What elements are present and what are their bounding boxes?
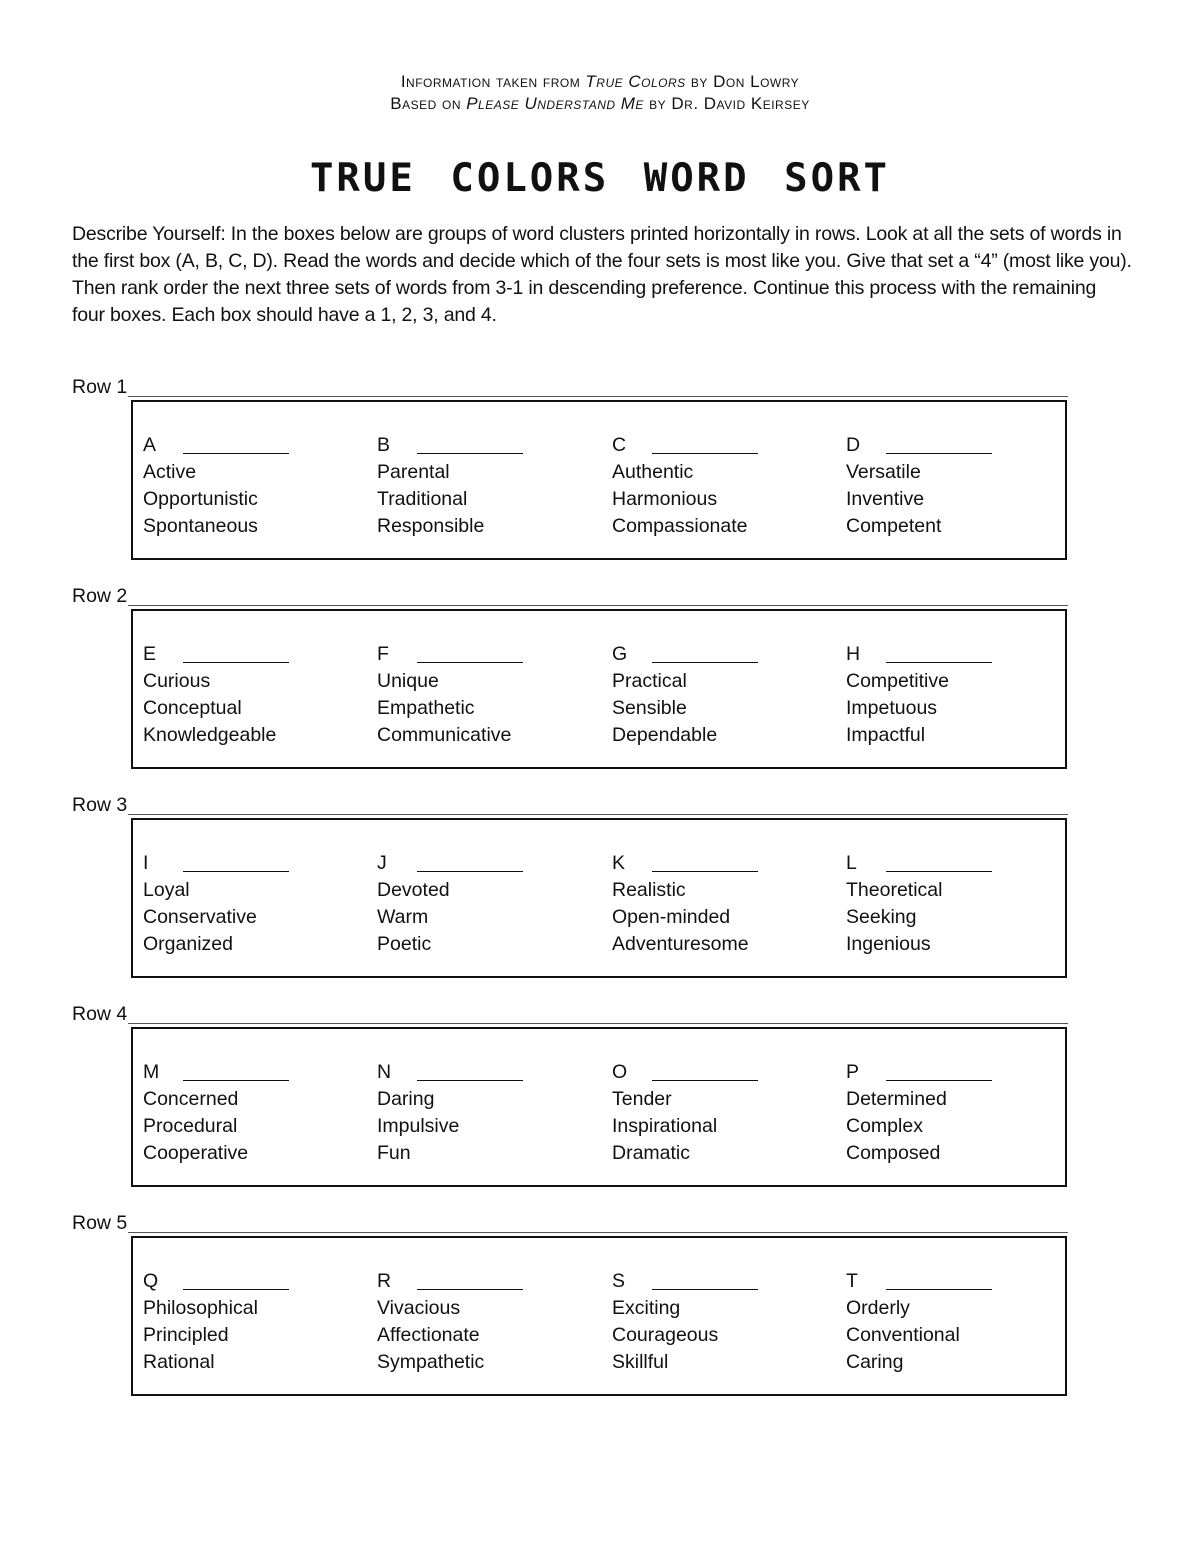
cluster-word: Poetic (377, 933, 432, 955)
cluster-word: Cooperative (143, 1142, 249, 1164)
word-cluster (612, 850, 832, 958)
cluster-header (612, 1059, 832, 1086)
word-cluster (846, 850, 1066, 958)
row-box (131, 1027, 1067, 1187)
cluster-word: Authentic (612, 461, 694, 483)
row-box (131, 609, 1067, 769)
cluster-word: Ingenious (846, 933, 931, 955)
word-cluster (846, 641, 1066, 749)
row-box (131, 818, 1067, 978)
cluster-word: Realistic (612, 879, 686, 901)
rank-blank-line[interactable] (886, 1080, 992, 1081)
word-cluster (377, 1059, 597, 1167)
cluster-word: Concerned (143, 1088, 239, 1110)
cluster-word: Devoted (377, 879, 450, 901)
cluster-word: Philosophical (143, 1297, 258, 1319)
cluster-word: Theoretical (846, 879, 943, 901)
cluster-word: Composed (846, 1142, 941, 1164)
cluster-word: Dramatic (612, 1142, 691, 1164)
rank-blank-line[interactable] (886, 662, 992, 663)
cluster-word: Active (143, 461, 197, 483)
cluster-word: Courageous (612, 1324, 719, 1346)
cluster-word: Vivacious (377, 1297, 461, 1319)
rank-blank-line[interactable] (417, 662, 523, 663)
cluster-header (143, 641, 363, 668)
word-cluster (377, 641, 597, 749)
attribution-line-2: Based on Please Understand Me by Dr. David Keirsey (390, 94, 810, 113)
cluster-word: Daring (377, 1088, 435, 1110)
cluster-word: Spontaneous (143, 515, 258, 537)
cluster-letter: J (377, 852, 387, 874)
cluster-header (846, 432, 1066, 459)
cluster-letter: M (143, 1061, 160, 1083)
cluster-word: Practical (612, 670, 687, 692)
cluster-header (143, 1268, 363, 1295)
row-separator-line (128, 1023, 1068, 1024)
rank-blank-line[interactable] (652, 1289, 758, 1290)
row-separator-line (128, 396, 1068, 397)
cluster-header (612, 432, 832, 459)
cluster-word: Conservative (143, 906, 257, 928)
row-box (131, 1236, 1067, 1396)
cluster-letter: A (143, 434, 157, 456)
cluster-word: Parental (377, 461, 450, 483)
cluster-letter: S (612, 1270, 626, 1292)
word-cluster (143, 432, 363, 540)
cluster-word: Seeking (846, 906, 917, 928)
word-cluster (143, 641, 363, 749)
attribution-line-1: Information taken from True Colors by Don Lowry (400, 72, 800, 91)
cluster-word: Empathetic (377, 697, 475, 719)
cluster-word: Impetuous (846, 697, 938, 719)
cluster-header (846, 850, 1066, 877)
cluster-word: Adventuresome (612, 933, 749, 955)
page-title: TRUE COLORS WORD SORT (309, 156, 891, 201)
word-cluster (846, 1268, 1066, 1376)
cluster-word: Competent (846, 515, 942, 537)
row-box (131, 400, 1067, 560)
cluster-letter: P (846, 1061, 860, 1083)
cluster-word: Skillful (612, 1351, 669, 1373)
cluster-header (143, 1059, 363, 1086)
word-cluster (612, 641, 832, 749)
cluster-word: Sensible (612, 697, 687, 719)
word-cluster (846, 432, 1066, 540)
cluster-word: Communicative (377, 724, 512, 746)
cluster-word: Unique (377, 670, 439, 692)
cluster-header (612, 1268, 832, 1295)
cluster-header (612, 641, 832, 668)
cluster-word: Impulsive (377, 1115, 460, 1137)
cluster-word: Rational (143, 1351, 215, 1373)
cluster-header (377, 432, 597, 459)
rank-blank-line[interactable] (183, 1289, 289, 1290)
cluster-word: Fun (377, 1142, 411, 1164)
cluster-letter: R (377, 1270, 392, 1292)
cluster-word: Versatile (846, 461, 921, 483)
cluster-header (846, 1268, 1066, 1295)
rank-blank-line[interactable] (886, 1289, 992, 1290)
rank-blank-line[interactable] (886, 453, 992, 454)
word-cluster (846, 1059, 1066, 1167)
row-label: Row 5 (72, 1212, 128, 1234)
word-cluster (143, 1268, 363, 1376)
rank-blank-line[interactable] (183, 871, 289, 872)
cluster-letter: H (846, 643, 861, 665)
cluster-letter: C (612, 434, 627, 456)
rank-blank-line[interactable] (652, 453, 758, 454)
cluster-word: Inspirational (612, 1115, 718, 1137)
cluster-word: Responsible (377, 515, 485, 537)
cluster-letter: N (377, 1061, 392, 1083)
cluster-header (377, 850, 597, 877)
cluster-word: Compassionate (612, 515, 748, 537)
cluster-letter: D (846, 434, 861, 456)
rank-blank-line[interactable] (886, 871, 992, 872)
cluster-header (377, 641, 597, 668)
cluster-word: Caring (846, 1351, 904, 1373)
cluster-word: Conventional (846, 1324, 960, 1346)
cluster-word: Complex (846, 1115, 923, 1137)
cluster-header (377, 1268, 597, 1295)
cluster-letter: O (612, 1061, 628, 1083)
word-cluster (377, 1268, 597, 1376)
cluster-letter: K (612, 852, 626, 874)
row-separator-line (128, 605, 1068, 606)
cluster-word: Impactful (846, 724, 926, 746)
cluster-letter: E (143, 643, 157, 665)
cluster-word: Conceptual (143, 697, 242, 719)
row-label: Row 1 (72, 376, 128, 398)
row-label: Row 4 (72, 1003, 128, 1025)
instructions-paragraph: Describe Yourself: In the boxes below are groups of word clusters printed horizontally in rows. Look at all the sets of words in the first box (A, B, C, D). Read the words and decide which of the four sets is most like you. Give that set a “4” (most like you). Then rank order the next three sets of words from 3-1 in descending preference. Continue this process with the remaining four boxes. Each box should have a 1, 2, 3, and 4. (72, 223, 1132, 326)
cluster-word: Traditional (377, 488, 468, 510)
rank-blank-line[interactable] (417, 871, 523, 872)
cluster-header (846, 641, 1066, 668)
cluster-word: Orderly (846, 1297, 910, 1319)
cluster-word: Organized (143, 933, 233, 955)
word-cluster (377, 850, 597, 958)
cluster-word: Competitive (846, 670, 949, 692)
rank-blank-line[interactable] (417, 453, 523, 454)
word-cluster (612, 1059, 832, 1167)
cluster-word: Sympathetic (377, 1351, 485, 1373)
cluster-word: Principled (143, 1324, 229, 1346)
word-cluster (612, 432, 832, 540)
word-cluster (612, 1268, 832, 1376)
row-label: Row 3 (72, 794, 128, 816)
cluster-word: Affectionate (377, 1324, 480, 1346)
rank-blank-line[interactable] (652, 1080, 758, 1081)
rank-blank-line[interactable] (417, 1080, 523, 1081)
cluster-letter: B (377, 434, 391, 456)
row-label: Row 2 (72, 585, 128, 607)
cluster-word: Exciting (612, 1297, 681, 1319)
rank-blank-line[interactable] (183, 662, 289, 663)
cluster-word: Harmonious (612, 488, 718, 510)
cluster-word: Dependable (612, 724, 718, 746)
row-separator-line (128, 1232, 1068, 1233)
rank-blank-line[interactable] (417, 1289, 523, 1290)
cluster-word: Warm (377, 906, 429, 928)
cluster-word: Open-minded (612, 906, 731, 928)
word-cluster (143, 1059, 363, 1167)
cluster-word: Curious (143, 670, 211, 692)
cluster-word: Procedural (143, 1115, 238, 1137)
rank-blank-line[interactable] (652, 662, 758, 663)
rank-blank-line[interactable] (183, 453, 289, 454)
word-cluster (143, 850, 363, 958)
cluster-letter: T (846, 1270, 858, 1292)
rank-blank-line[interactable] (183, 1080, 289, 1081)
rank-blank-line[interactable] (652, 871, 758, 872)
cluster-header (612, 850, 832, 877)
cluster-header (143, 432, 363, 459)
cluster-header (143, 850, 363, 877)
cluster-word: Opportunistic (143, 488, 258, 510)
cluster-letter: Q (143, 1270, 159, 1292)
cluster-header (846, 1059, 1066, 1086)
cluster-word: Determined (846, 1088, 947, 1110)
cluster-word: Loyal (143, 879, 190, 901)
cluster-letter: I (143, 852, 149, 874)
cluster-letter: F (377, 643, 389, 665)
row-separator-line (128, 814, 1068, 815)
cluster-word: Tender (612, 1088, 672, 1110)
cluster-word: Knowledgeable (143, 724, 277, 746)
cluster-letter: G (612, 643, 628, 665)
cluster-header (377, 1059, 597, 1086)
word-cluster (377, 432, 597, 540)
cluster-letter: L (846, 852, 857, 874)
cluster-word: Inventive (846, 488, 925, 510)
